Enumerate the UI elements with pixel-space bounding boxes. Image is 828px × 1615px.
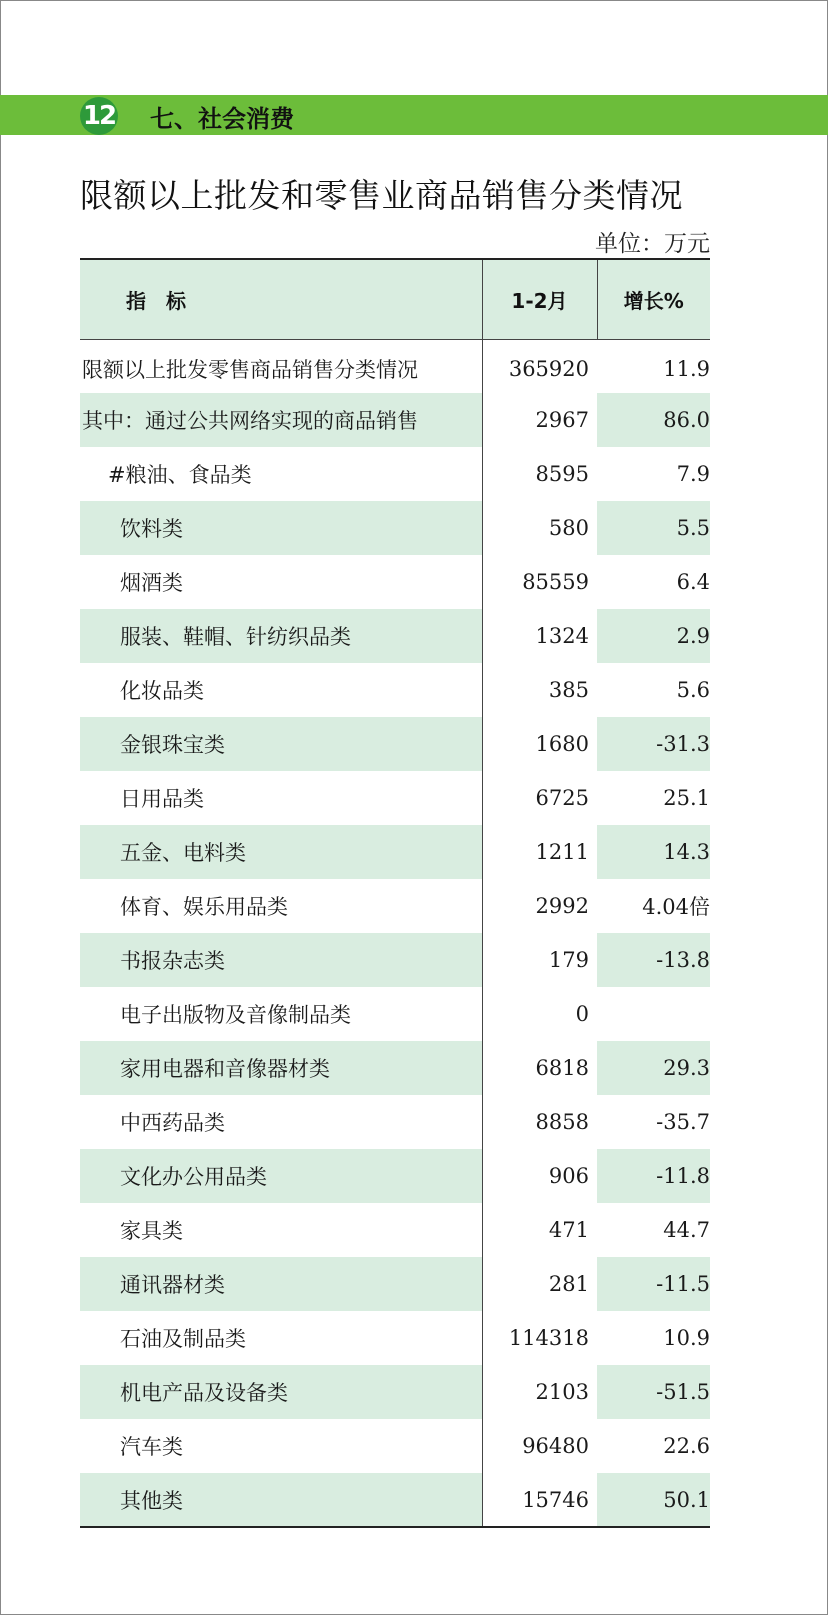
row-growth-value: 44.7 [663, 1218, 710, 1242]
row-growth-value: 25.1 [663, 786, 710, 810]
row-indicator-name: 服装、鞋帽、针纺织品类 [120, 625, 351, 649]
row-growth-value: -31.3 [656, 732, 710, 756]
row-growth-value: -11.5 [656, 1272, 710, 1296]
row-growth-value: -35.7 [656, 1110, 710, 1134]
row-indicator-name: 体育、娱乐用品类 [120, 895, 288, 919]
row-jan-feb-value: 906 [482, 1149, 597, 1203]
row-growth-value: -51.5 [656, 1380, 710, 1404]
table-row [80, 1311, 710, 1365]
row-growth-value: -13.8 [656, 948, 710, 972]
row-indicator-name: 家具类 [120, 1219, 183, 1243]
row-indicator-name: 书报杂志类 [120, 949, 225, 973]
table-row [80, 879, 710, 933]
row-growth-value: 14.3 [663, 840, 710, 864]
row-growth-value: 50.1 [597, 1473, 710, 1527]
row-jan-feb-value: 2992 [482, 879, 597, 933]
row-jan-feb-value: 8595 [482, 447, 597, 501]
table-row [80, 771, 710, 825]
row-growth-value: 86.0 [663, 408, 710, 432]
row-jan-feb-value: 179 [482, 933, 597, 987]
row-indicator-name: 限额以上批发零售商品销售分类情况 [82, 357, 418, 382]
page-title: 限额以上批发和零售业商品销售分类情况 [80, 176, 683, 215]
row-indicator-name: 其他类 [80, 1473, 482, 1527]
row-jan-feb-value: 15746 [482, 1473, 597, 1527]
row-jan-feb-value: 281 [482, 1257, 597, 1311]
row-jan-feb-value: 471 [482, 1203, 597, 1257]
row-jan-feb-value: 96480 [482, 1419, 597, 1473]
row-growth-value: 5.5 [676, 516, 710, 540]
row-jan-feb-value: 1324 [482, 609, 597, 663]
column-header-growth: 增长% [597, 259, 710, 339]
table-row [80, 825, 710, 879]
row-indicator-name: 家用电器和音像器材类 [120, 1057, 330, 1081]
row-indicator-name: 中西药品类 [120, 1111, 225, 1135]
table-row [80, 1473, 710, 1527]
row-indicator-name: 文化办公用品类 [120, 1165, 267, 1189]
table-row [80, 1419, 710, 1473]
table-row [80, 1149, 710, 1203]
row-jan-feb-value: 2967 [482, 393, 597, 447]
row-jan-feb-value: 365920 [482, 339, 597, 393]
row-indicator-name: 通讯器材类 [120, 1273, 225, 1297]
row-jan-feb-value: 6725 [482, 771, 597, 825]
row-growth-value: 5.6 [676, 678, 710, 702]
sales-category-table [80, 258, 710, 1528]
row-growth-value: 6.4 [676, 570, 710, 594]
row-indicator-name: 日用品类 [120, 787, 204, 811]
table-header-row [80, 259, 710, 339]
row-indicator-name: 汽车类 [120, 1435, 183, 1459]
row-growth-value: 11.9 [663, 356, 710, 381]
row-jan-feb-value: 6818 [482, 1041, 597, 1095]
section-header-bar [0, 95, 828, 135]
row-growth-value: 29.3 [663, 1056, 710, 1080]
row-jan-feb-value: 1680 [482, 717, 597, 771]
table-row [80, 1095, 710, 1149]
table-row [80, 1257, 710, 1311]
row-indicator-name: 其中：通过公共网络实现的商品销售 [82, 409, 418, 433]
row-indicator-name: 化妆品类 [120, 679, 204, 703]
row-indicator-name: 五金、电料类 [120, 841, 246, 865]
table-row [80, 987, 710, 1041]
row-jan-feb-value: 114318 [482, 1311, 597, 1365]
row-jan-feb-value: 385 [482, 663, 597, 717]
section-number-badge: 12 [80, 97, 118, 135]
table-row [80, 501, 710, 555]
row-growth-value: -11.8 [656, 1164, 710, 1188]
table-row [80, 609, 710, 663]
row-indicator-name: 金银珠宝类 [120, 733, 225, 757]
column-header-indicator: 指 标 [80, 259, 482, 339]
row-indicator-name: #粮油、食品类 [108, 463, 252, 487]
table-row [80, 717, 710, 771]
row-growth-value: 10.9 [663, 1326, 710, 1350]
column-header-jan-feb: 1-2月 [482, 259, 597, 339]
row-indicator-name: 石油及制品类 [120, 1327, 246, 1351]
row-jan-feb-value: 85559 [482, 555, 597, 609]
table-row [80, 447, 710, 501]
table-row [80, 663, 710, 717]
row-growth-value [597, 987, 710, 1041]
row-growth-value: 7.9 [676, 462, 710, 486]
row-growth-value: 4.04倍 [642, 895, 710, 919]
row-indicator-name: 电子出版物及音像制品类 [120, 1003, 351, 1027]
table-row [80, 555, 710, 609]
table-row [80, 1365, 710, 1419]
row-jan-feb-value: 1211 [482, 825, 597, 879]
row-growth-value: 2.9 [676, 624, 710, 648]
row-jan-feb-value: 580 [482, 501, 597, 555]
row-indicator-name: 烟酒类 [120, 571, 183, 595]
table-row [80, 393, 710, 447]
table-row [80, 933, 710, 987]
row-jan-feb-value: 8858 [482, 1095, 597, 1149]
unit-label: 单位：万元 [595, 231, 710, 257]
row-jan-feb-value: 0 [482, 987, 597, 1041]
table-row [80, 1203, 710, 1257]
table-row [80, 1041, 710, 1095]
row-indicator-name: 饮料类 [120, 517, 183, 541]
row-jan-feb-value: 2103 [482, 1365, 597, 1419]
section-title: 七、社会消费 [150, 105, 294, 133]
table-row [80, 339, 710, 393]
row-growth-value: 22.6 [663, 1434, 710, 1458]
row-indicator-name: 机电产品及设备类 [120, 1381, 288, 1405]
